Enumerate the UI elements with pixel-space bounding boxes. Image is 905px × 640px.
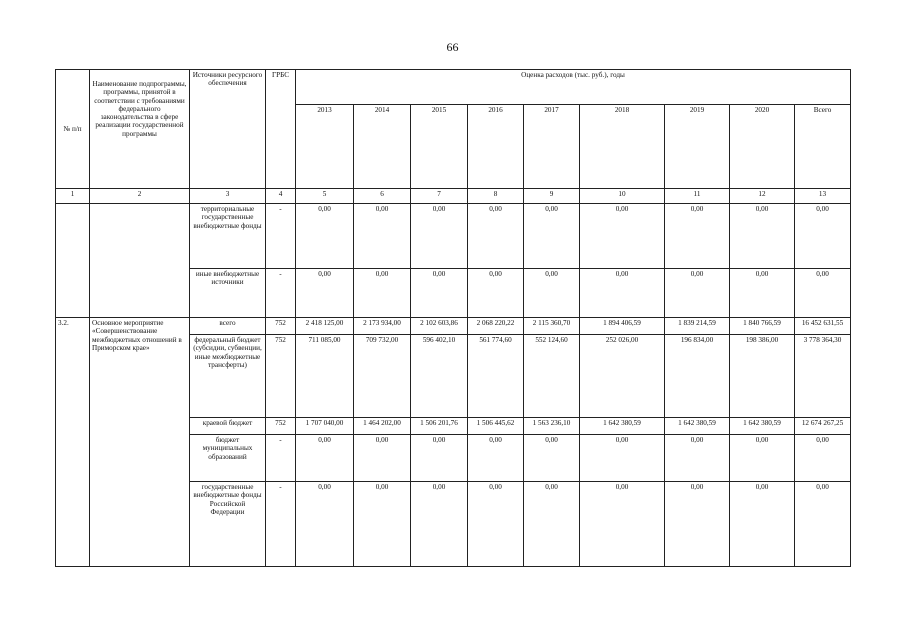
table-row xyxy=(56,318,851,335)
row-value: 0,00 xyxy=(665,269,730,318)
row-value: 1 642 380,59 xyxy=(730,418,795,435)
row-value: 552 124,60 xyxy=(524,335,580,418)
column-number: 7 xyxy=(411,189,468,204)
row-value: 1 839 214,59 xyxy=(665,318,730,335)
column-number: 1 xyxy=(56,189,90,204)
header-num: № п/п xyxy=(56,70,90,189)
row-grbs: 752 xyxy=(266,318,296,335)
row-value: 561 774,60 xyxy=(468,335,524,418)
row-value: 0,00 xyxy=(795,269,851,318)
row-value: 0,00 xyxy=(580,269,665,318)
row-value: 0,00 xyxy=(468,482,524,567)
row-value: 0,00 xyxy=(411,269,468,318)
row-value: 0,00 xyxy=(524,482,580,567)
row-source: территориальные государственные внебюджетные фонды xyxy=(190,204,266,269)
row-value: 1 464 202,00 xyxy=(354,418,411,435)
column-number: 3 xyxy=(190,189,266,204)
row-value: 2 115 360,70 xyxy=(524,318,580,335)
row-number xyxy=(56,204,90,318)
row-value: 0,00 xyxy=(730,482,795,567)
header-year: 2017 xyxy=(524,105,580,189)
row-value: 1 642 380,59 xyxy=(665,418,730,435)
row-value: 0,00 xyxy=(795,204,851,269)
budget-table xyxy=(55,69,851,567)
row-value: 16 452 631,55 xyxy=(795,318,851,335)
header-row-top xyxy=(56,70,851,105)
row-value: 2 102 603,86 xyxy=(411,318,468,335)
row-value: 0,00 xyxy=(524,204,580,269)
row-grbs: 752 xyxy=(266,418,296,435)
row-value: 0,00 xyxy=(468,204,524,269)
row-value: 0,00 xyxy=(795,435,851,482)
row-source: всего xyxy=(190,318,266,335)
row-value: 3 778 364,30 xyxy=(795,335,851,418)
row-value: 0,00 xyxy=(354,269,411,318)
row-source: бюджет муниципальных образований xyxy=(190,435,266,482)
row-source: иные внебюджетные источники xyxy=(190,269,266,318)
row-value: 196 834,00 xyxy=(665,335,730,418)
column-number: 11 xyxy=(665,189,730,204)
page-number: 66 xyxy=(446,40,459,54)
row-value: 1 563 236,10 xyxy=(524,418,580,435)
row-source: краевой бюджет xyxy=(190,418,266,435)
column-number: 13 xyxy=(795,189,851,204)
row-value: 0,00 xyxy=(665,204,730,269)
row-name xyxy=(90,204,190,318)
header-year: 2016 xyxy=(468,105,524,189)
column-number: 6 xyxy=(354,189,411,204)
column-number: 2 xyxy=(90,189,190,204)
row-value: 0,00 xyxy=(354,204,411,269)
row-grbs: - xyxy=(266,435,296,482)
column-number: 9 xyxy=(524,189,580,204)
row-value: 198 386,00 xyxy=(730,335,795,418)
row-value: 1 707 040,00 xyxy=(296,418,354,435)
header-year: 2018 xyxy=(580,105,665,189)
row-value: 0,00 xyxy=(354,435,411,482)
row-grbs: 752 xyxy=(266,335,296,418)
row-value: 0,00 xyxy=(730,269,795,318)
header-year: 2020 xyxy=(730,105,795,189)
header-year-total: Всего xyxy=(795,105,851,189)
row-value: 252 026,00 xyxy=(580,335,665,418)
row-value: 0,00 xyxy=(411,204,468,269)
row-value: 0,00 xyxy=(296,269,354,318)
row-value: 12 674 267,25 xyxy=(795,418,851,435)
row-value: 0,00 xyxy=(580,482,665,567)
row-value: 0,00 xyxy=(665,482,730,567)
row-value: 0,00 xyxy=(524,435,580,482)
header-year: 2013 xyxy=(296,105,354,189)
row-number: 3.2. xyxy=(56,318,90,567)
row-value: 0,00 xyxy=(468,435,524,482)
row-value: 0,00 xyxy=(296,204,354,269)
row-value: 709 732,00 xyxy=(354,335,411,418)
row-value: 1 642 380,59 xyxy=(580,418,665,435)
row-value: 1 506 445,62 xyxy=(468,418,524,435)
row-value: 2 173 934,00 xyxy=(354,318,411,335)
row-value: 596 402,10 xyxy=(411,335,468,418)
row-value: 1 894 406,59 xyxy=(580,318,665,335)
row-name: Основное мероприятие «Совершенствование межбюджетных отношений в Приморском крае» xyxy=(90,318,190,567)
row-grbs: - xyxy=(266,482,296,567)
row-value: 0,00 xyxy=(411,482,468,567)
row-value: 0,00 xyxy=(580,435,665,482)
row-value: 0,00 xyxy=(730,435,795,482)
row-grbs: - xyxy=(266,204,296,269)
row-value: 2 418 125,00 xyxy=(296,318,354,335)
row-value: 0,00 xyxy=(795,482,851,567)
column-number: 10 xyxy=(580,189,665,204)
column-numbers-row xyxy=(56,189,851,204)
row-value: 0,00 xyxy=(524,269,580,318)
row-value: 711 085,00 xyxy=(296,335,354,418)
column-number: 4 xyxy=(266,189,296,204)
row-value: 0,00 xyxy=(296,482,354,567)
header-year: 2014 xyxy=(354,105,411,189)
row-source: федеральный бюджет (субсидии, субвенции, иные межбюджетные трансферты) xyxy=(190,335,266,418)
row-value: 0,00 xyxy=(411,435,468,482)
row-value: 1 840 766,59 xyxy=(730,318,795,335)
row-value: 0,00 xyxy=(296,435,354,482)
row-value: 0,00 xyxy=(468,269,524,318)
column-number: 8 xyxy=(468,189,524,204)
row-value: 0,00 xyxy=(354,482,411,567)
header-year: 2019 xyxy=(665,105,730,189)
column-number: 12 xyxy=(730,189,795,204)
header-estimate: Оценка расходов (тыс. руб.), годы xyxy=(296,70,851,105)
row-value: 0,00 xyxy=(665,435,730,482)
row-value: 1 506 201,76 xyxy=(411,418,468,435)
row-source: государственные внебюджетные фонды Российской Федерации xyxy=(190,482,266,567)
row-value: 0,00 xyxy=(730,204,795,269)
header-name: Наименование подпрограммы, программы, принятой в соответствии с требованиями федерального законодательства в сфере реализации государственной программы xyxy=(90,70,190,189)
column-number: 5 xyxy=(296,189,354,204)
header-sources: Источники ресурсного обеспечения xyxy=(190,70,266,189)
row-grbs: - xyxy=(266,269,296,318)
header-grbs: ГРБС xyxy=(266,70,296,189)
table-row xyxy=(56,204,851,269)
header-year: 2015 xyxy=(411,105,468,189)
row-value: 2 068 220,22 xyxy=(468,318,524,335)
row-value: 0,00 xyxy=(580,204,665,269)
